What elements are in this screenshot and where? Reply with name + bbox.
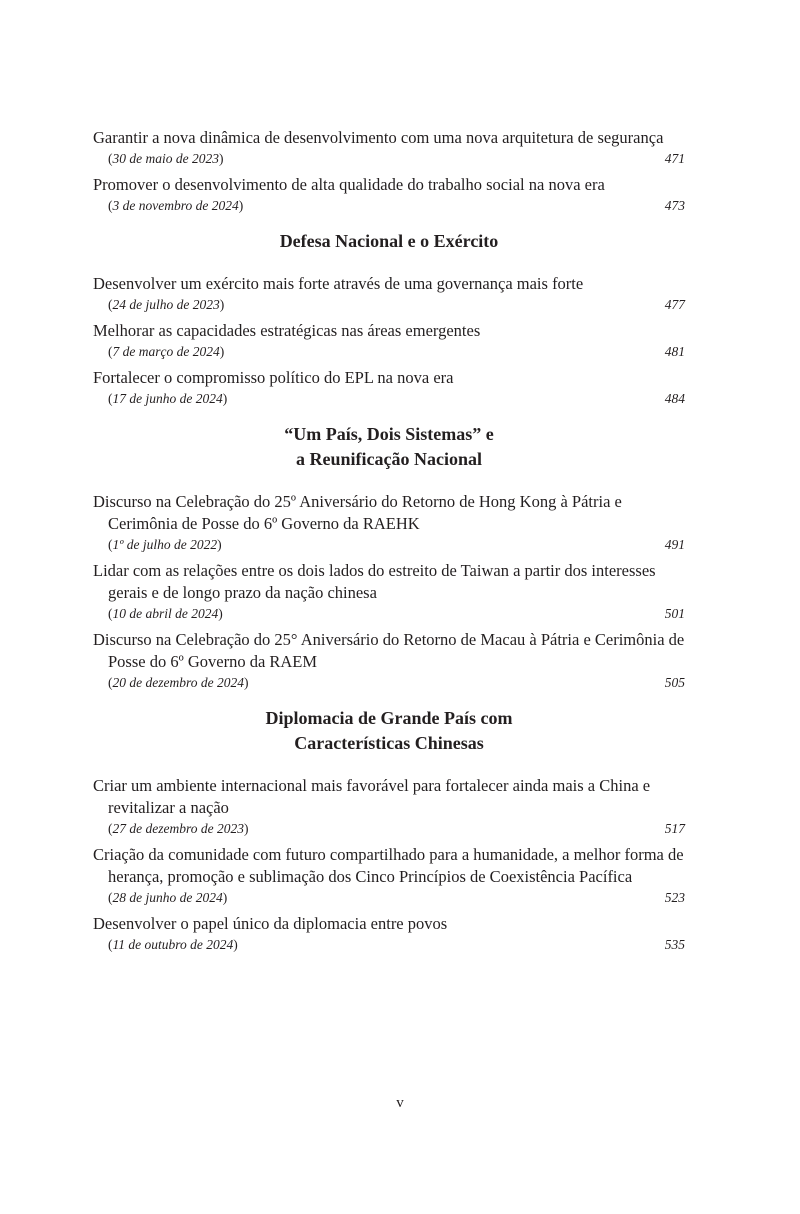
- section-heading: [93, 706, 685, 756]
- entry-date-text: 20 de dezembro de 2024: [112, 675, 244, 690]
- entry-date: (1º de julho de 2022): [108, 537, 222, 552]
- entry-date-text: 1º de julho de 2022: [112, 537, 218, 552]
- entry-date: (3 de novembro de 2024): [108, 198, 244, 213]
- toc-entry[interactable]: [93, 127, 685, 168]
- entry-page-number: 517: [664, 821, 685, 836]
- entry-title: Fortalecer o compromisso político do EPL na nova era: [93, 368, 454, 387]
- entry-date: (27 de dezembro de 2023): [108, 821, 249, 836]
- entry-page-number: 501: [664, 606, 685, 621]
- entry-meta: [93, 673, 685, 692]
- entry-title: Criar um ambiente internacional mais favorável para fortalecer ainda mais a China e revitalizar a nação: [93, 776, 651, 817]
- entry-date-text: 27 de dezembro de 2023: [112, 821, 244, 836]
- entry-title: Garantir a nova dinâmica de desenvolvimento com uma nova arquitetura de segurança: [93, 128, 664, 147]
- entry-meta: [93, 819, 685, 838]
- entry-title: Lidar com as relações entre os dois lados do estreito de Taiwan a partir dos interesses gerais e de longo prazo da nação chinesa: [93, 561, 656, 602]
- entry-date: (24 de julho de 2023): [108, 297, 225, 312]
- entry-meta: [93, 149, 685, 168]
- entry-page-number: 491: [664, 537, 685, 552]
- section-heading: [93, 229, 685, 254]
- table-of-contents: [93, 127, 685, 960]
- entry-date: (7 de março de 2024): [108, 344, 225, 359]
- section-heading-line: Características Chinesas: [294, 733, 484, 753]
- toc-entry[interactable]: [93, 320, 685, 361]
- toc-entry[interactable]: [93, 367, 685, 408]
- toc-entry[interactable]: [93, 913, 685, 954]
- entry-title: Desenvolver o papel único da diplomacia entre povos: [93, 914, 448, 933]
- entry-date: (10 de abril de 2024): [108, 606, 223, 621]
- entry-page-number: 505: [664, 675, 685, 690]
- entry-title: Melhorar as capacidades estratégicas nas áreas emergentes: [93, 321, 481, 340]
- section-heading-line: a Reunificação Nacional: [296, 449, 482, 469]
- toc-entry[interactable]: [93, 629, 685, 692]
- toc-entry[interactable]: [93, 775, 685, 838]
- entry-page-number: 535: [664, 937, 685, 952]
- entry-date-text: 24 de julho de 2023: [112, 297, 220, 312]
- entry-title: Criação da comunidade com futuro compartilhado para a humanidade, a melhor forma de herança, promoção e sublimação dos Cinco Princípios de Coexistência Pacífica: [93, 845, 684, 886]
- entry-title: Discurso na Celebração do 25° Aniversário do Retorno de Macau à Pátria e Cerimônia de Posse do 6º Governo da RAEM: [93, 630, 685, 671]
- entry-page-number: 477: [664, 297, 685, 312]
- entry-page-number: 523: [664, 890, 685, 905]
- entry-date: (28 de junho de 2024): [108, 890, 228, 905]
- section-heading: [93, 422, 685, 472]
- entry-date: (17 de junho de 2024): [108, 391, 228, 406]
- entry-page-number: 473: [664, 198, 685, 213]
- entry-date-text: 3 de novembro de 2024: [112, 198, 239, 213]
- toc-entry[interactable]: [93, 560, 685, 623]
- entry-meta: [93, 295, 685, 314]
- entry-title: Desenvolver um exército mais forte através de uma governança mais forte: [93, 274, 584, 293]
- section-heading-line: “Um País, Dois Sistemas” e: [284, 424, 494, 444]
- entry-meta: [93, 196, 685, 215]
- entry-page-number: 471: [664, 151, 685, 166]
- page-number-footer: v: [396, 1095, 404, 1111]
- entry-page-number: 481: [664, 344, 685, 359]
- toc-entry[interactable]: [93, 844, 685, 907]
- entry-date-text: 11 de outubro de 2024: [112, 937, 234, 952]
- entry-meta: [93, 935, 685, 954]
- entry-title: Discurso na Celebração do 25º Aniversário do Retorno de Hong Kong à Pátria e Cerimônia de Posse do 6º Governo da RAEHK: [93, 492, 622, 533]
- entry-meta: [93, 535, 685, 554]
- entry-date-text: 28 de junho de 2024: [112, 890, 223, 905]
- entry-date: (11 de outubro de 2024): [108, 937, 238, 952]
- toc-entry[interactable]: [93, 174, 685, 215]
- entry-title: Promover o desenvolvimento de alta qualidade do trabalho social na nova era: [93, 175, 605, 194]
- entry-date: (20 de dezembro de 2024): [108, 675, 249, 690]
- section-heading-line: Defesa Nacional e o Exército: [279, 231, 499, 251]
- entry-page-number: 484: [664, 391, 685, 406]
- toc-entry[interactable]: [93, 491, 685, 554]
- entry-meta: [93, 389, 685, 408]
- entry-meta: [93, 604, 685, 623]
- entry-meta: [93, 888, 685, 907]
- entry-date-text: 10 de abril de 2024: [112, 606, 219, 621]
- entry-date: (30 de maio de 2023): [108, 151, 224, 166]
- entry-date-text: 7 de março de 2024: [112, 344, 220, 359]
- entry-date-text: 17 de junho de 2024: [112, 391, 223, 406]
- entry-date-text: 30 de maio de 2023: [112, 151, 219, 166]
- entry-meta: [93, 342, 685, 361]
- toc-entry[interactable]: [93, 273, 685, 314]
- section-heading-line: Diplomacia de Grande País com: [265, 708, 513, 728]
